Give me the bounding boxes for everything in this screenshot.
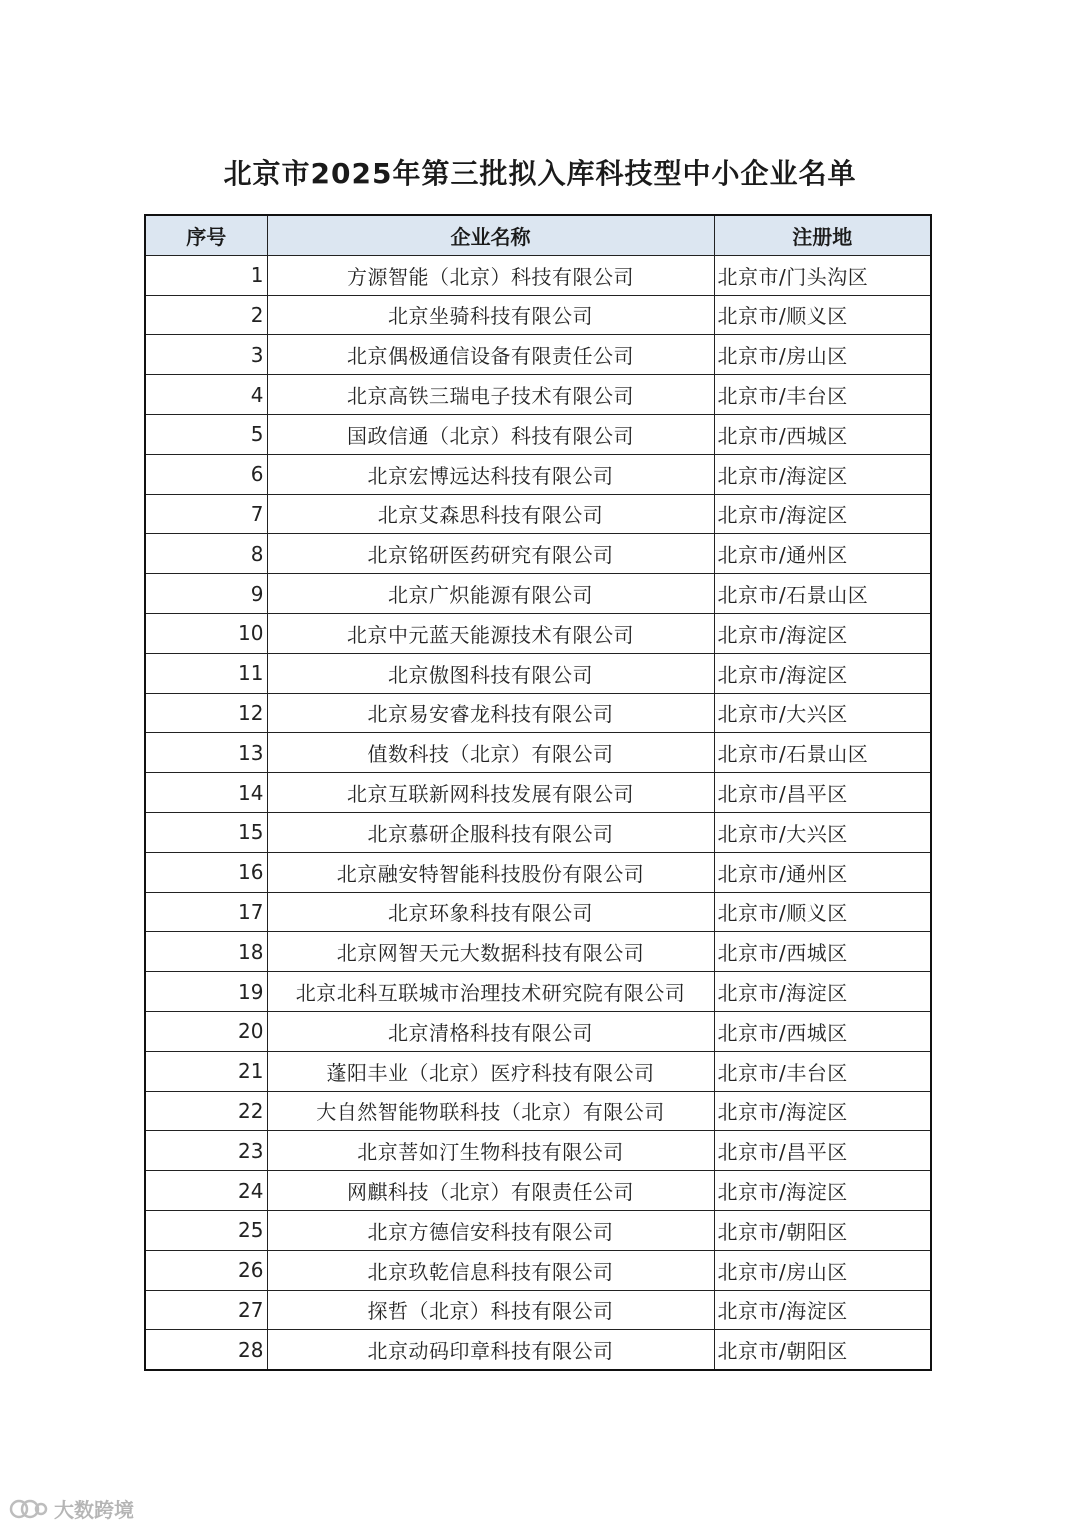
registered-location-cell: 北京市/通州区 <box>714 534 931 574</box>
company-name-cell: 北京偶极通信设备有限责任公司 <box>267 335 714 375</box>
registered-location-cell: 北京市/朝阳区 <box>714 1210 931 1250</box>
row-number-cell: 27 <box>145 1290 267 1330</box>
company-name-cell: 北京融安特智能科技股份有限公司 <box>267 852 714 892</box>
company-name-cell: 北京互联新网科技发展有限公司 <box>267 773 714 813</box>
table-row <box>145 892 931 932</box>
table-row <box>145 932 931 972</box>
company-name-cell: 探哲（北京）科技有限公司 <box>267 1290 714 1330</box>
company-name-cell: 北京动码印章科技有限公司 <box>267 1330 714 1370</box>
table-row <box>145 574 931 614</box>
company-name-cell: 值数科技（北京）有限公司 <box>267 733 714 773</box>
column-header-number: 序号 <box>145 215 267 255</box>
table-row <box>145 414 931 454</box>
registered-location-cell: 北京市/海淀区 <box>714 454 931 494</box>
registered-location-cell: 北京市/门头沟区 <box>714 255 931 295</box>
row-number-cell: 20 <box>145 1011 267 1051</box>
row-number-cell: 12 <box>145 693 267 733</box>
table-row <box>145 1250 931 1290</box>
table-row <box>145 613 931 653</box>
table-row <box>145 1330 931 1370</box>
company-name-cell: 蓬阳丰业（北京）医疗科技有限公司 <box>267 1051 714 1091</box>
table-row <box>145 295 931 335</box>
table-row <box>145 494 931 534</box>
table-row <box>145 693 931 733</box>
row-number-cell: 14 <box>145 773 267 813</box>
row-number-cell: 28 <box>145 1330 267 1370</box>
row-number-cell: 9 <box>145 574 267 614</box>
registered-location-cell: 北京市/昌平区 <box>714 1131 931 1171</box>
table-header-row <box>145 215 931 255</box>
company-name-cell: 北京网智天元大数据科技有限公司 <box>267 932 714 972</box>
company-name-cell: 北京易安睿龙科技有限公司 <box>267 693 714 733</box>
registered-location-cell: 北京市/海淀区 <box>714 653 931 693</box>
registered-location-cell: 北京市/石景山区 <box>714 733 931 773</box>
row-number-cell: 11 <box>145 653 267 693</box>
registered-location-cell: 北京市/西城区 <box>714 1011 931 1051</box>
table-row <box>145 852 931 892</box>
enterprise-table <box>144 214 932 1371</box>
company-name-cell: 北京菩如汀生物科技有限公司 <box>267 1131 714 1171</box>
row-number-cell: 19 <box>145 972 267 1012</box>
column-header-registered-location: 注册地 <box>714 215 931 255</box>
row-number-cell: 23 <box>145 1131 267 1171</box>
table-row <box>145 375 931 415</box>
registered-location-cell: 北京市/丰台区 <box>714 1051 931 1091</box>
brand-logo-icon <box>8 1498 48 1520</box>
company-name-cell: 北京铭研医药研究有限公司 <box>267 534 714 574</box>
row-number-cell: 1 <box>145 255 267 295</box>
registered-location-cell: 北京市/房山区 <box>714 335 931 375</box>
table-row <box>145 972 931 1012</box>
company-name-cell: 北京北科互联城市治理技术研究院有限公司 <box>267 972 714 1012</box>
registered-location-cell: 北京市/海淀区 <box>714 1171 931 1211</box>
company-name-cell: 北京高铁三瑞电子技术有限公司 <box>267 375 714 415</box>
registered-location-cell: 北京市/海淀区 <box>714 972 931 1012</box>
watermark <box>8 1494 134 1523</box>
row-number-cell: 22 <box>145 1091 267 1131</box>
company-name-cell: 网麒科技（北京）有限责任公司 <box>267 1171 714 1211</box>
watermark-text: 大数跨境 <box>54 1498 134 1522</box>
row-number-cell: 2 <box>145 295 267 335</box>
table-row <box>145 1210 931 1250</box>
registered-location-cell: 北京市/海淀区 <box>714 613 931 653</box>
registered-location-cell: 北京市/昌平区 <box>714 773 931 813</box>
table-row <box>145 534 931 574</box>
registered-location-cell: 北京市/房山区 <box>714 1250 931 1290</box>
company-name-cell: 北京清格科技有限公司 <box>267 1011 714 1051</box>
table-row <box>145 1290 931 1330</box>
registered-location-cell: 北京市/石景山区 <box>714 574 931 614</box>
company-name-cell: 方源智能（北京）科技有限公司 <box>267 255 714 295</box>
registered-location-cell: 北京市/大兴区 <box>714 693 931 733</box>
table-row <box>145 1171 931 1211</box>
table-row <box>145 1091 931 1131</box>
company-name-cell: 北京艾森思科技有限公司 <box>267 494 714 534</box>
row-number-cell: 13 <box>145 733 267 773</box>
row-number-cell: 26 <box>145 1250 267 1290</box>
company-name-cell: 北京坐骑科技有限公司 <box>267 295 714 335</box>
row-number-cell: 24 <box>145 1171 267 1211</box>
table-row <box>145 454 931 494</box>
registered-location-cell: 北京市/西城区 <box>714 414 931 454</box>
company-name-cell: 北京广炽能源有限公司 <box>267 574 714 614</box>
table-row <box>145 653 931 693</box>
row-number-cell: 17 <box>145 892 267 932</box>
registered-location-cell: 北京市/海淀区 <box>714 1290 931 1330</box>
company-name-cell: 大自然智能物联科技（北京）有限公司 <box>267 1091 714 1131</box>
company-name-cell: 北京环象科技有限公司 <box>267 892 714 932</box>
table-row <box>145 255 931 295</box>
row-number-cell: 4 <box>145 375 267 415</box>
table-row <box>145 773 931 813</box>
company-name-cell: 北京慕研企服科技有限公司 <box>267 812 714 852</box>
row-number-cell: 10 <box>145 613 267 653</box>
column-header-company-name: 企业名称 <box>267 215 714 255</box>
row-number-cell: 25 <box>145 1210 267 1250</box>
company-name-cell: 国政信通（北京）科技有限公司 <box>267 414 714 454</box>
table-row <box>145 1051 931 1091</box>
table-row <box>145 335 931 375</box>
table-row <box>145 812 931 852</box>
row-number-cell: 16 <box>145 852 267 892</box>
row-number-cell: 8 <box>145 534 267 574</box>
row-number-cell: 3 <box>145 335 267 375</box>
row-number-cell: 5 <box>145 414 267 454</box>
row-number-cell: 6 <box>145 454 267 494</box>
table-body <box>145 255 931 1370</box>
registered-location-cell: 北京市/顺义区 <box>714 295 931 335</box>
registered-location-cell: 北京市/海淀区 <box>714 1091 931 1131</box>
row-number-cell: 7 <box>145 494 267 534</box>
table-row <box>145 1131 931 1171</box>
company-name-cell: 北京玖乾信息科技有限公司 <box>267 1250 714 1290</box>
table-row <box>145 733 931 773</box>
row-number-cell: 21 <box>145 1051 267 1091</box>
row-number-cell: 18 <box>145 932 267 972</box>
registered-location-cell: 北京市/大兴区 <box>714 812 931 852</box>
company-name-cell: 北京中元蓝天能源技术有限公司 <box>267 613 714 653</box>
table-row <box>145 1011 931 1051</box>
page-title: 北京市2025年第三批拟入库科技型中小企业名单 <box>223 157 857 190</box>
registered-location-cell: 北京市/西城区 <box>714 932 931 972</box>
company-name-cell: 北京方德信安科技有限公司 <box>267 1210 714 1250</box>
registered-location-cell: 北京市/丰台区 <box>714 375 931 415</box>
row-number-cell: 15 <box>145 812 267 852</box>
company-name-cell: 北京傲图科技有限公司 <box>267 653 714 693</box>
registered-location-cell: 北京市/通州区 <box>714 852 931 892</box>
company-name-cell: 北京宏博远达科技有限公司 <box>267 454 714 494</box>
registered-location-cell: 北京市/顺义区 <box>714 892 931 932</box>
registered-location-cell: 北京市/海淀区 <box>714 494 931 534</box>
registered-location-cell: 北京市/朝阳区 <box>714 1330 931 1370</box>
